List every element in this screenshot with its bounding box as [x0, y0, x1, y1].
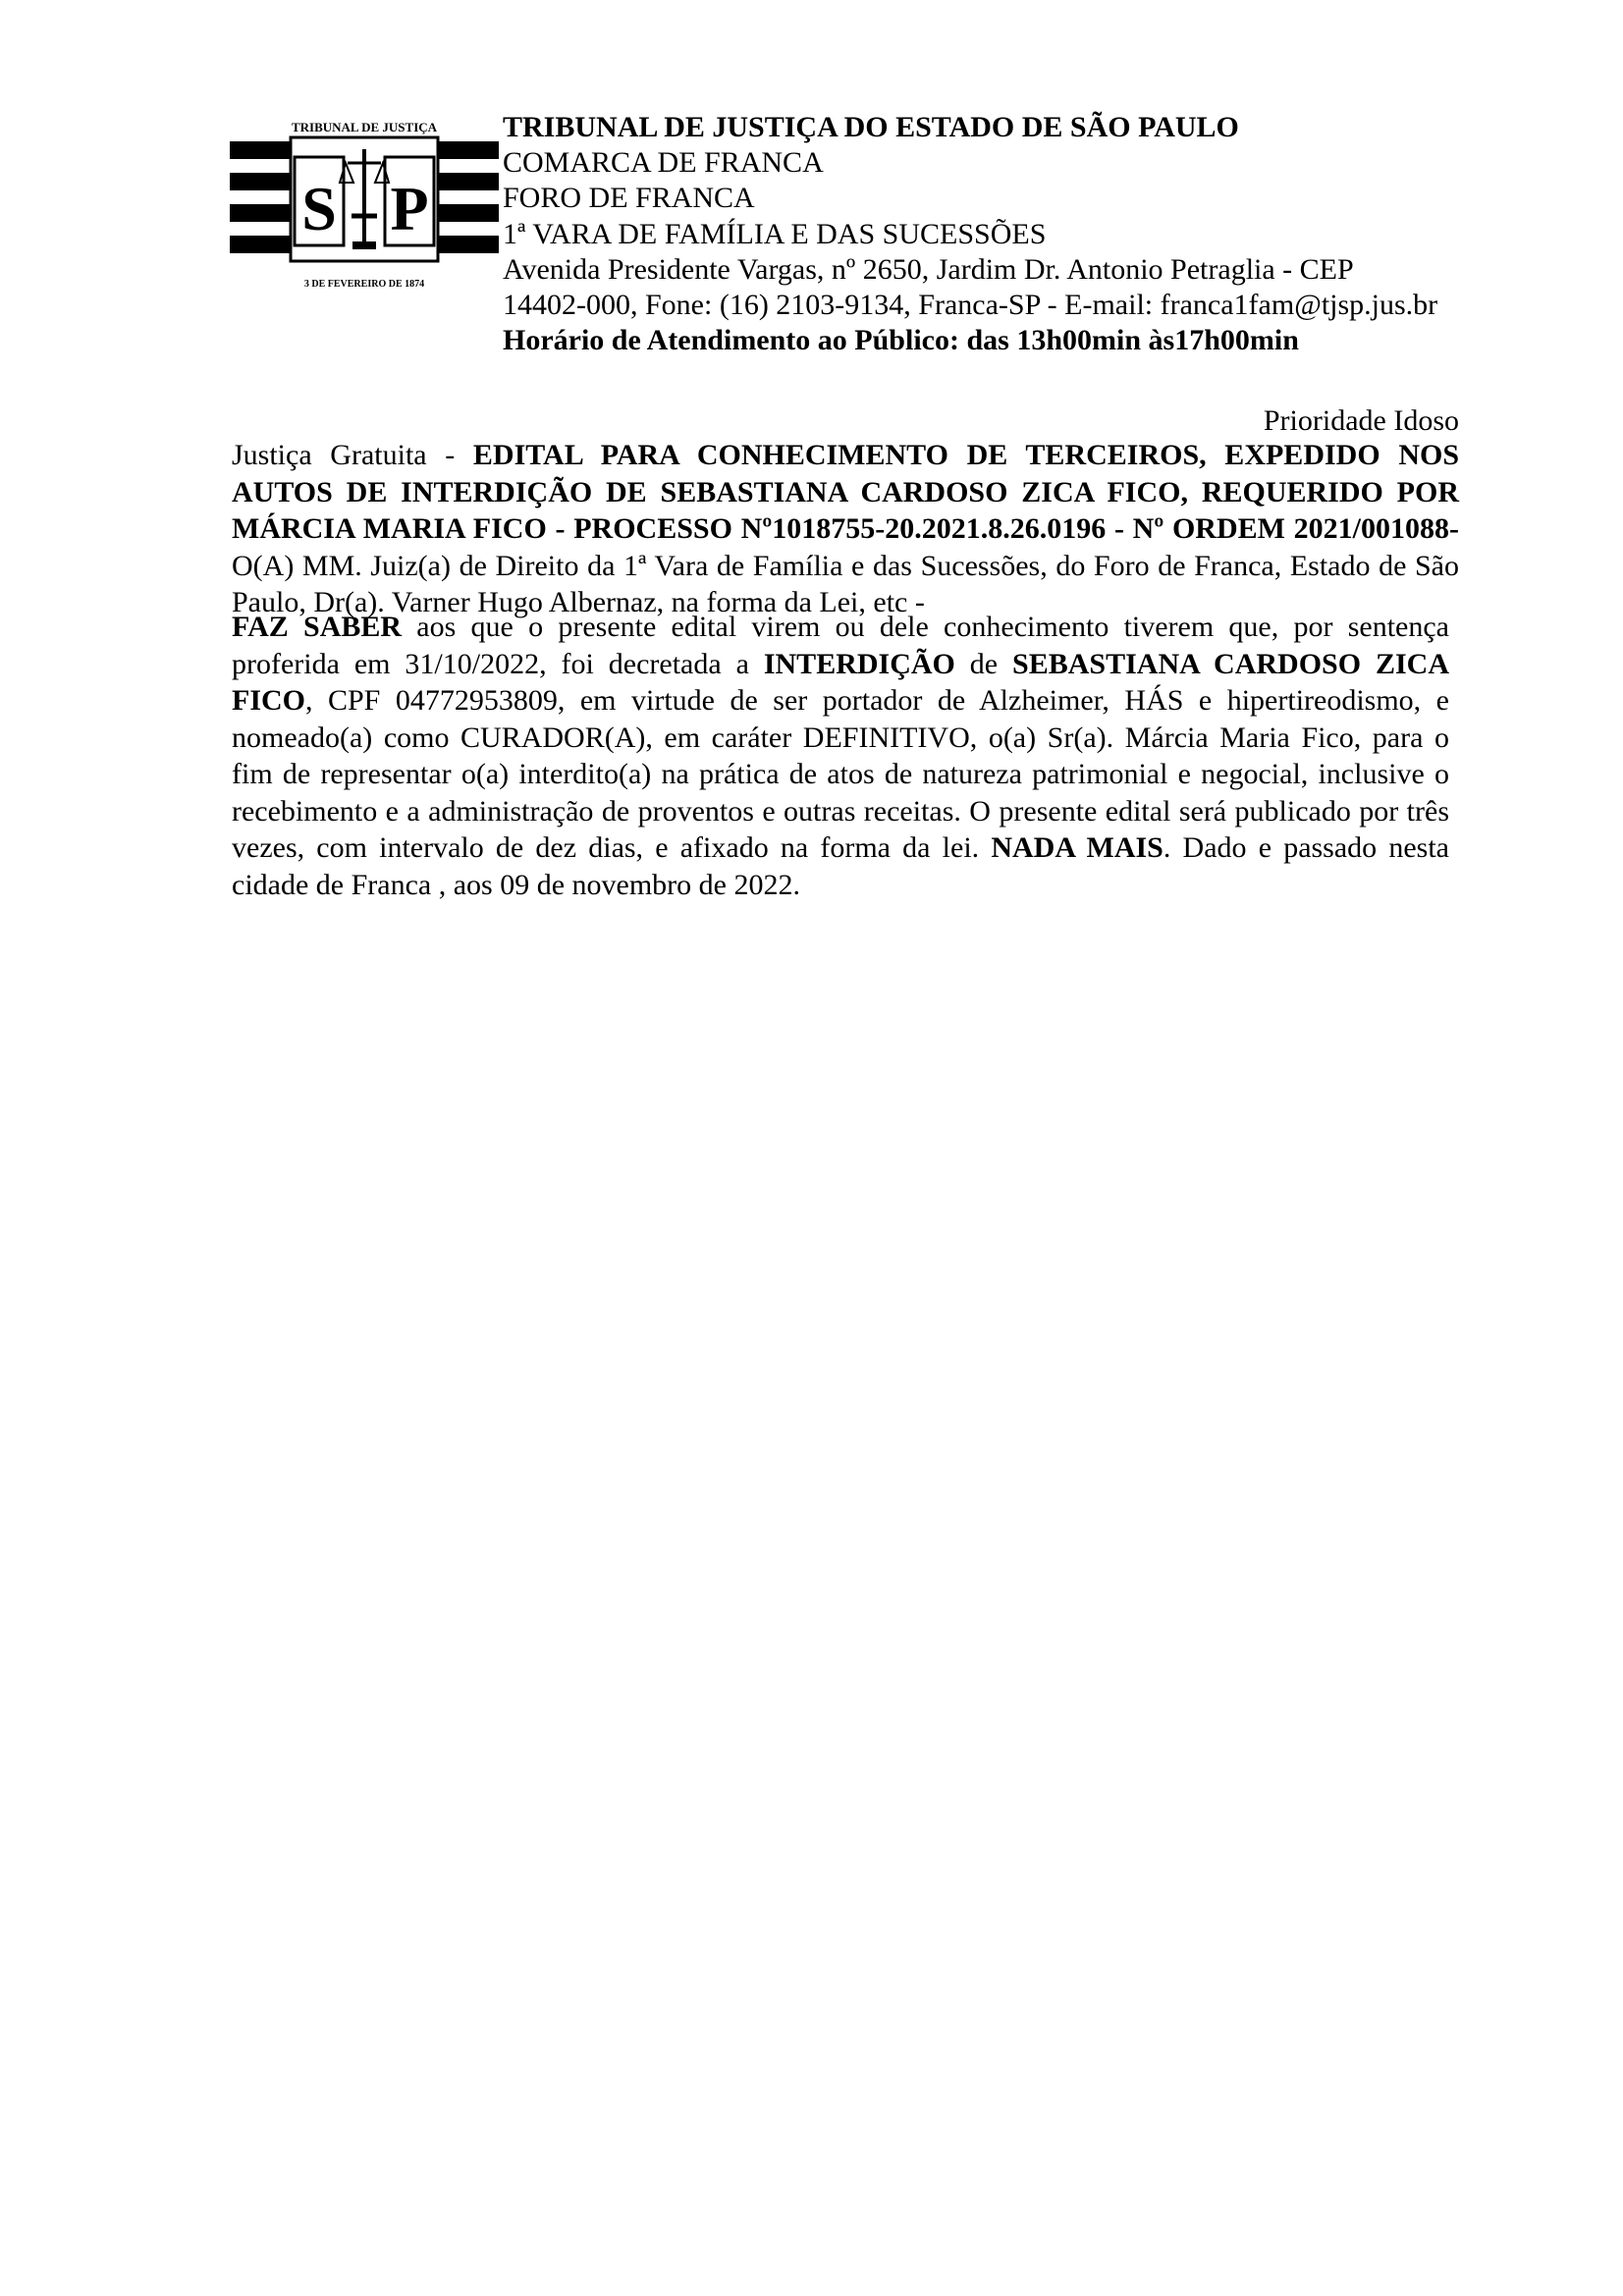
court-logo — [230, 98, 499, 294]
vara-name: 1ª VARA DE FAMÍLIA E DAS SUCESSÕES — [503, 217, 1047, 250]
body-text-1: aos que o presente edital virem ou dele conhecimento tiverem que, por sentença proferida em 31/10/2022, foi decretada a — [232, 611, 1449, 680]
address-line-2: 14402-000, Fone: (16) 2103-9134, Franca-SP - E-mail: franca1fam@tjsp.jus.br — [503, 289, 1438, 322]
body-text-2: de — [954, 647, 1013, 680]
svg-text:3 DE FEVEREIRO DE 1874: 3 DE FEVEREIRO DE 1874 — [303, 279, 425, 290]
free-justice-label: Justiça Gratuita - — [232, 439, 473, 471]
svg-text:P: P — [390, 174, 429, 243]
address-line-1: Avenida Presidente Vargas, nº 2650, Jardim Dr. Antonio Petraglia - CEP — [503, 252, 1354, 286]
nada-mais-label: NADA MAIS — [991, 831, 1163, 864]
edital-title: EDITAL PARA CONHECIMENTO DE TERCEIROS, EXPEDIDO NOS AUTOS DE INTERDIÇÃO DE SEBASTIANA CARDOSO ZICA FICO, REQUERIDO POR MÁRCIA MARIA FICO - PROCESSO Nº1018755-20.2021.8.26.0196 - Nº ORDEM 2021/001088- — [232, 439, 1459, 545]
faz-saber-label: FAZ SABER — [232, 611, 403, 643]
court-name: TRIBUNAL DE JUSTIÇA DO ESTADO DE SÃO PAULO — [503, 111, 1239, 143]
court-header — [503, 110, 1485, 358]
svg-text:S: S — [301, 174, 337, 243]
priority-label: Prioridade Idoso — [1263, 404, 1459, 437]
interdicao-label: INTERDIÇÃO — [763, 647, 955, 680]
tjsp-seal-icon — [230, 98, 499, 294]
edital-body-paragraph — [232, 609, 1449, 903]
comarca-name: COMARCA DE FRANCA — [503, 146, 824, 180]
interdicted-name: SEBASTIANA CARDOSO ZICA FICO — [232, 647, 1449, 717]
body-text-4: . Dado e passado nesta cidade de Franca , aos 09 de novembro de 2022. — [232, 831, 1449, 901]
edital-intro-text: O(A) MM. Juiz(a) de Direito da 1ª Vara de Família e das Sucessões, do Foro de Franca, Estado de São Paulo, Dr(a). Varner Hugo Albernaz, na forma da Lei, etc - — [232, 549, 1459, 618]
svg-text:TRIBUNAL DE JUSTIÇA: TRIBUNAL DE JUSTIÇA — [291, 120, 438, 134]
foro-name: FORO DE FRANCA — [503, 182, 755, 215]
body-text-3: , CPF 04772953809, em virtude de ser portador de Alzheimer, HÁS e hipertireodismo, e nomeado(a) como CURADOR(A), em caráter DEFINITIVO, o(a) Sr(a). Márcia Maria Fico, para o fim de representar o(a) interdito(a) na prática de atos de natureza patrimonial e negocial, inclusive o recebimento e a administração de proventos e outras receitas. O presente edital será publicado por três vezes, com intervalo de dez dias, e afixado na forma da lei. — [232, 684, 1449, 864]
edital-intro-paragraph — [232, 437, 1459, 621]
office-hours: Horário de Atendimento ao Público: das 13h00min às17h00min — [503, 324, 1299, 357]
